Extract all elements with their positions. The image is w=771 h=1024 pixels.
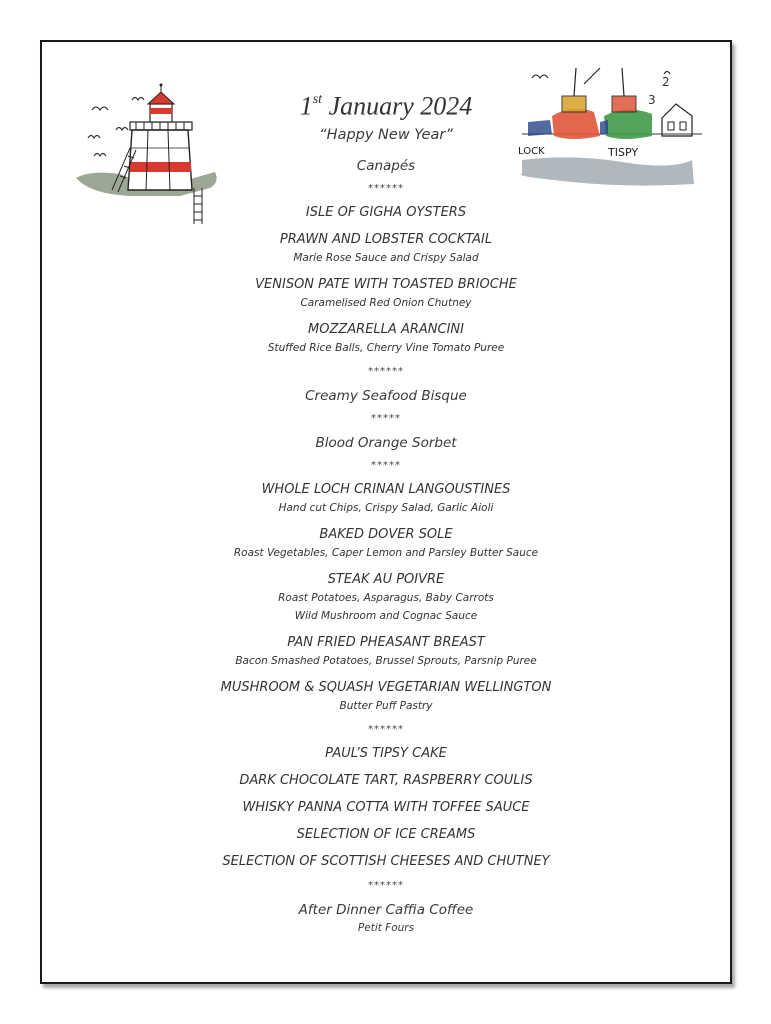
svg-text:2: 2 xyxy=(662,75,670,89)
dessert-item xyxy=(42,826,730,844)
desserts-list xyxy=(42,745,730,871)
dish-description: Stuffed Rice Balls, Cherry Vine Tomato Puree xyxy=(267,341,505,354)
separator: ****** xyxy=(368,365,404,377)
dessert-item xyxy=(42,772,730,790)
starter-item xyxy=(42,231,730,267)
petit-fours: Petit Fours xyxy=(357,921,415,934)
dish-description: Marie Rose Sauce and Crispy Salad xyxy=(293,251,479,264)
canapes-heading: Canapés xyxy=(356,157,416,174)
dish-name: STEAK AU POIVRE xyxy=(327,571,445,587)
dish-name: PAN FRIED PHEASANT BREAST xyxy=(287,634,485,650)
main-item xyxy=(42,571,730,625)
after-dinner-coffee: After Dinner Caffia Coffee xyxy=(298,901,474,918)
dish-description: Butter Puff Pastry xyxy=(339,699,433,712)
boat-label-left: LOCK xyxy=(518,146,545,157)
starter-item xyxy=(42,276,730,312)
mains-list xyxy=(42,481,730,715)
separator: ***** xyxy=(371,459,401,471)
svg-text:3: 3 xyxy=(648,93,656,107)
dish-description: Bacon Smashed Potatoes, Brussel Sprouts, Parsnip Puree xyxy=(235,654,537,667)
starter-item xyxy=(42,204,730,222)
dish-name: SELECTION OF SCOTTISH CHEESES AND CHUTNEY xyxy=(222,853,550,869)
sorbet-course: Blood Orange Sorbet xyxy=(315,434,457,451)
dish-description: Roast Vegetables, Caper Lemon and Parsley Butter Sauce xyxy=(233,546,539,559)
dish-description: Wild Mushroom and Cognac Sauce xyxy=(294,609,478,622)
dessert-item xyxy=(42,745,730,763)
dish-name: MOZZARELLA ARANCINI xyxy=(308,321,464,337)
soup-course: Creamy Seafood Bisque xyxy=(305,387,467,404)
dish-name: PRAWN AND LOBSTER COCKTAIL xyxy=(279,231,493,247)
dish-description: Roast Potatoes, Asparagus, Baby Carrots xyxy=(278,591,494,604)
starter-item xyxy=(42,321,730,357)
main-item xyxy=(42,481,730,517)
dish-description: Caramelised Red Onion Chutney xyxy=(300,296,472,309)
dish-name: BAKED DOVER SOLE xyxy=(319,526,453,542)
dessert-item xyxy=(42,853,730,871)
dish-name: DARK CHOCOLATE TART, RASPBERRY COULIS xyxy=(239,772,533,788)
dish-name: SELECTION OF ICE CREAMS xyxy=(296,826,476,842)
dish-name: PAUL’S TIPSY CAKE xyxy=(325,745,447,761)
separator: ****** xyxy=(368,879,404,891)
dish-name: MUSHROOM & SQUASH VEGETARIAN WELLINGTON xyxy=(220,679,552,695)
dish-description: Hand cut Chips, Crispy Salad, Garlic Aioli xyxy=(278,501,494,514)
main-item xyxy=(42,679,730,715)
menu-title: 1st January 2024 xyxy=(299,91,473,121)
main-item xyxy=(42,634,730,670)
starters-list xyxy=(42,204,730,357)
menu-subtitle: “Happy New Year” xyxy=(319,126,453,143)
separator: ****** xyxy=(368,723,404,735)
boat-label-right: TISPY xyxy=(608,146,639,159)
separator: ***** xyxy=(371,412,401,424)
dish-name: ISLE OF GIGHA OYSTERS xyxy=(305,204,467,220)
dish-name: VENISON PATE WITH TOASTED BRIOCHE xyxy=(255,276,517,292)
menu-content xyxy=(42,86,730,937)
dessert-item xyxy=(42,799,730,817)
dish-name: WHOLE LOCH CRINAN LANGOUSTINES xyxy=(261,481,511,497)
dish-name: WHISKY PANNA COTTA WITH TOFFEE SAUCE xyxy=(242,799,530,815)
separator: ****** xyxy=(368,182,404,194)
main-item xyxy=(42,526,730,562)
